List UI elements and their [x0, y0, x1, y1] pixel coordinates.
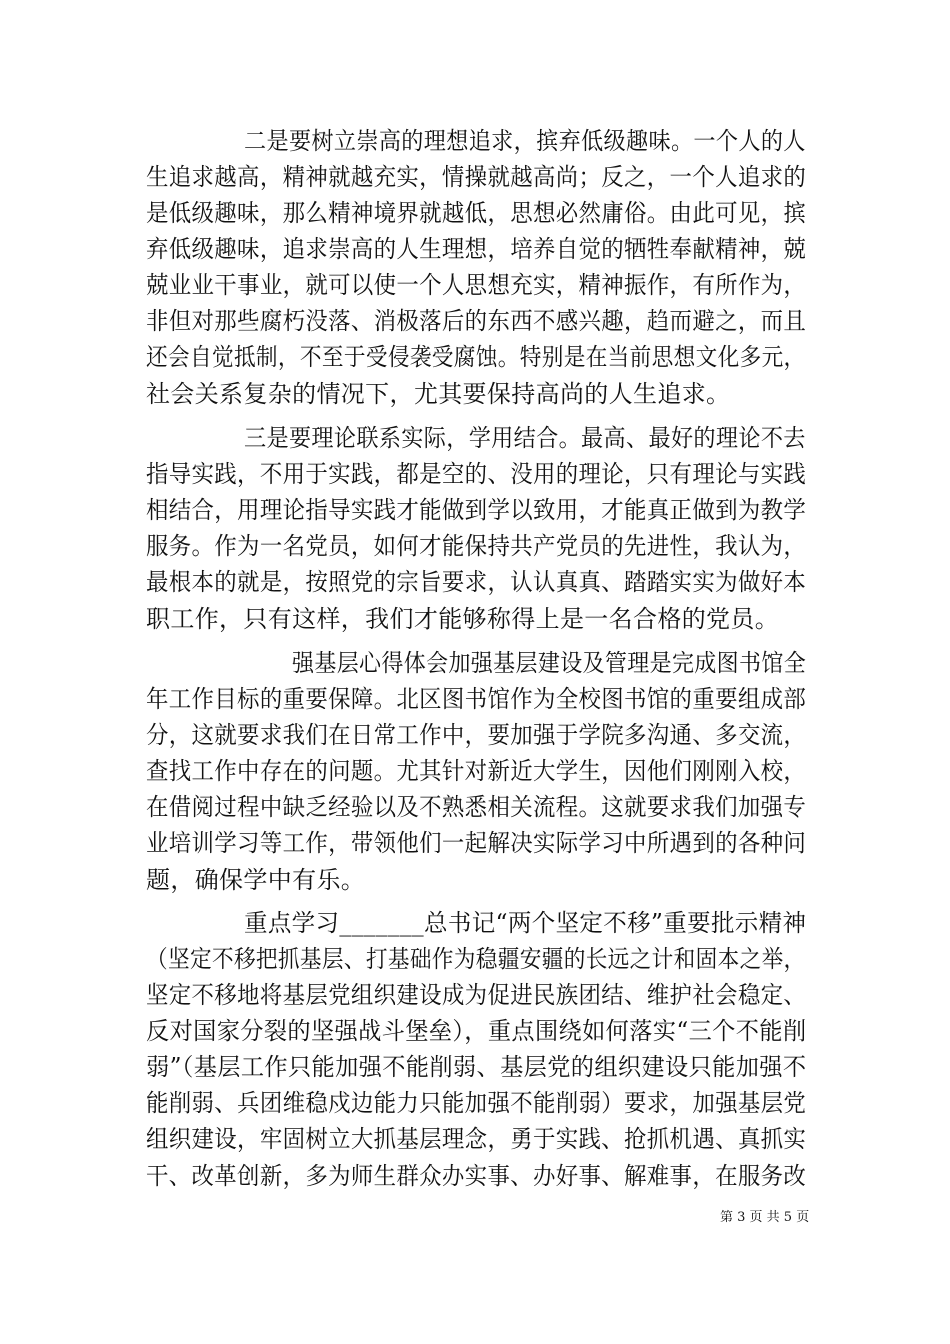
text-line: 业培训学习等工作，带领他们一起解决实际学习中所遇到的各种问: [146, 829, 807, 857]
page-number: 第 3 页 共 5 页: [720, 1210, 810, 1225]
text-line: 干、改革创新，多为师生群众办实事、办好事、解难事，在服务改: [146, 1162, 807, 1190]
text-line: 服务。作为一名党员，如何才能保持共产党员的先进性，我认为，: [146, 532, 807, 560]
text-line: 指导实践，不用于实践，都是空的、没用的理论，只有理论与实践: [146, 460, 807, 488]
text-line: 查找工作中存在的问题。尤其针对新近大学生，因他们刚刚入校，: [146, 757, 807, 785]
text-line: 三是要理论联系实际，学用结合。最高、最好的理论不去: [244, 424, 806, 452]
text-line: 题，确保学中有乐。: [146, 866, 366, 894]
text-line: 弃低级趣味，追求崇高的人生理想，培养自觉的牺牲奉献精神，兢: [146, 235, 807, 263]
text-line: 反对国家分裂的坚强战斗堡垒），重点围绕如何落实“三个不能削: [146, 1017, 807, 1045]
text-line: 分，这就要求我们在日常工作中，要加强于学院多沟通、多交流，: [146, 721, 807, 749]
text-line: 职工作，只有这样，我们才能够称得上是一名合格的党员。: [146, 605, 780, 633]
text-line: 组织建设，牢固树立大抓基层理念，勇于实践、抢抓机遇、真抓实: [146, 1125, 807, 1153]
text-line: 是低级趣味，那么精神境界就越低，思想必然庸俗。由此可见，摈: [146, 199, 807, 227]
text-line: 生追求越高，精神就越充实，情操就越高尚；反之，一个人追求的: [146, 163, 807, 191]
text-line: 非但对那些腐朽没落、消极落后的东西不感兴趣，趋而避之，而且: [146, 307, 807, 335]
text-line: 能削弱、兵团维稳戍边能力只能加强不能削弱）要求，加强基层党: [146, 1089, 807, 1117]
text-line: 在借阅过程中缺乏经验以及不熟悉相关流程。这就要求我们加强专: [146, 793, 807, 821]
text-line: 二是要树立崇高的理想追求，摈弃低级趣味。一个人的人: [244, 127, 806, 155]
text-line: 弱”（基层工作只能加强不能削弱、基层党的组织建设只能加强不: [146, 1053, 807, 1081]
text-line: 还会自觉抵制，不至于受侵袭受腐蚀。特别是在当前思想文化多元，: [146, 343, 806, 371]
text-line: 重点学习_______总书记“两个坚定不移”重要批示精神: [244, 909, 807, 937]
text-line: 最根本的就是，按照党的宗旨要求，认认真真、踏踏实实为做好本: [146, 568, 807, 596]
text-line: 相结合，用理论指导实践才能做到学以致用，才能真正做到为教学: [146, 496, 807, 524]
text-line: 兢业业干事业，就可以使一个人思想充实，精神振作，有所作为，: [146, 271, 807, 299]
text-line: 坚定不移地将基层党组织建设成为促进民族团结、维护社会稳定、: [146, 981, 807, 1009]
text-line: 强基层心得体会加强基层建设及管理是完成图书馆全: [292, 649, 807, 677]
text-line: 年工作目标的重要保障。北区图书馆作为全校图书馆的重要组成部: [146, 685, 807, 713]
text-line: （坚定不移把抓基层、打基础作为稳疆安疆的长远之计和固本之举，: [146, 945, 806, 973]
text-line: 社会关系复杂的情况下，尤其要保持高尚的人生追求。: [146, 380, 731, 408]
